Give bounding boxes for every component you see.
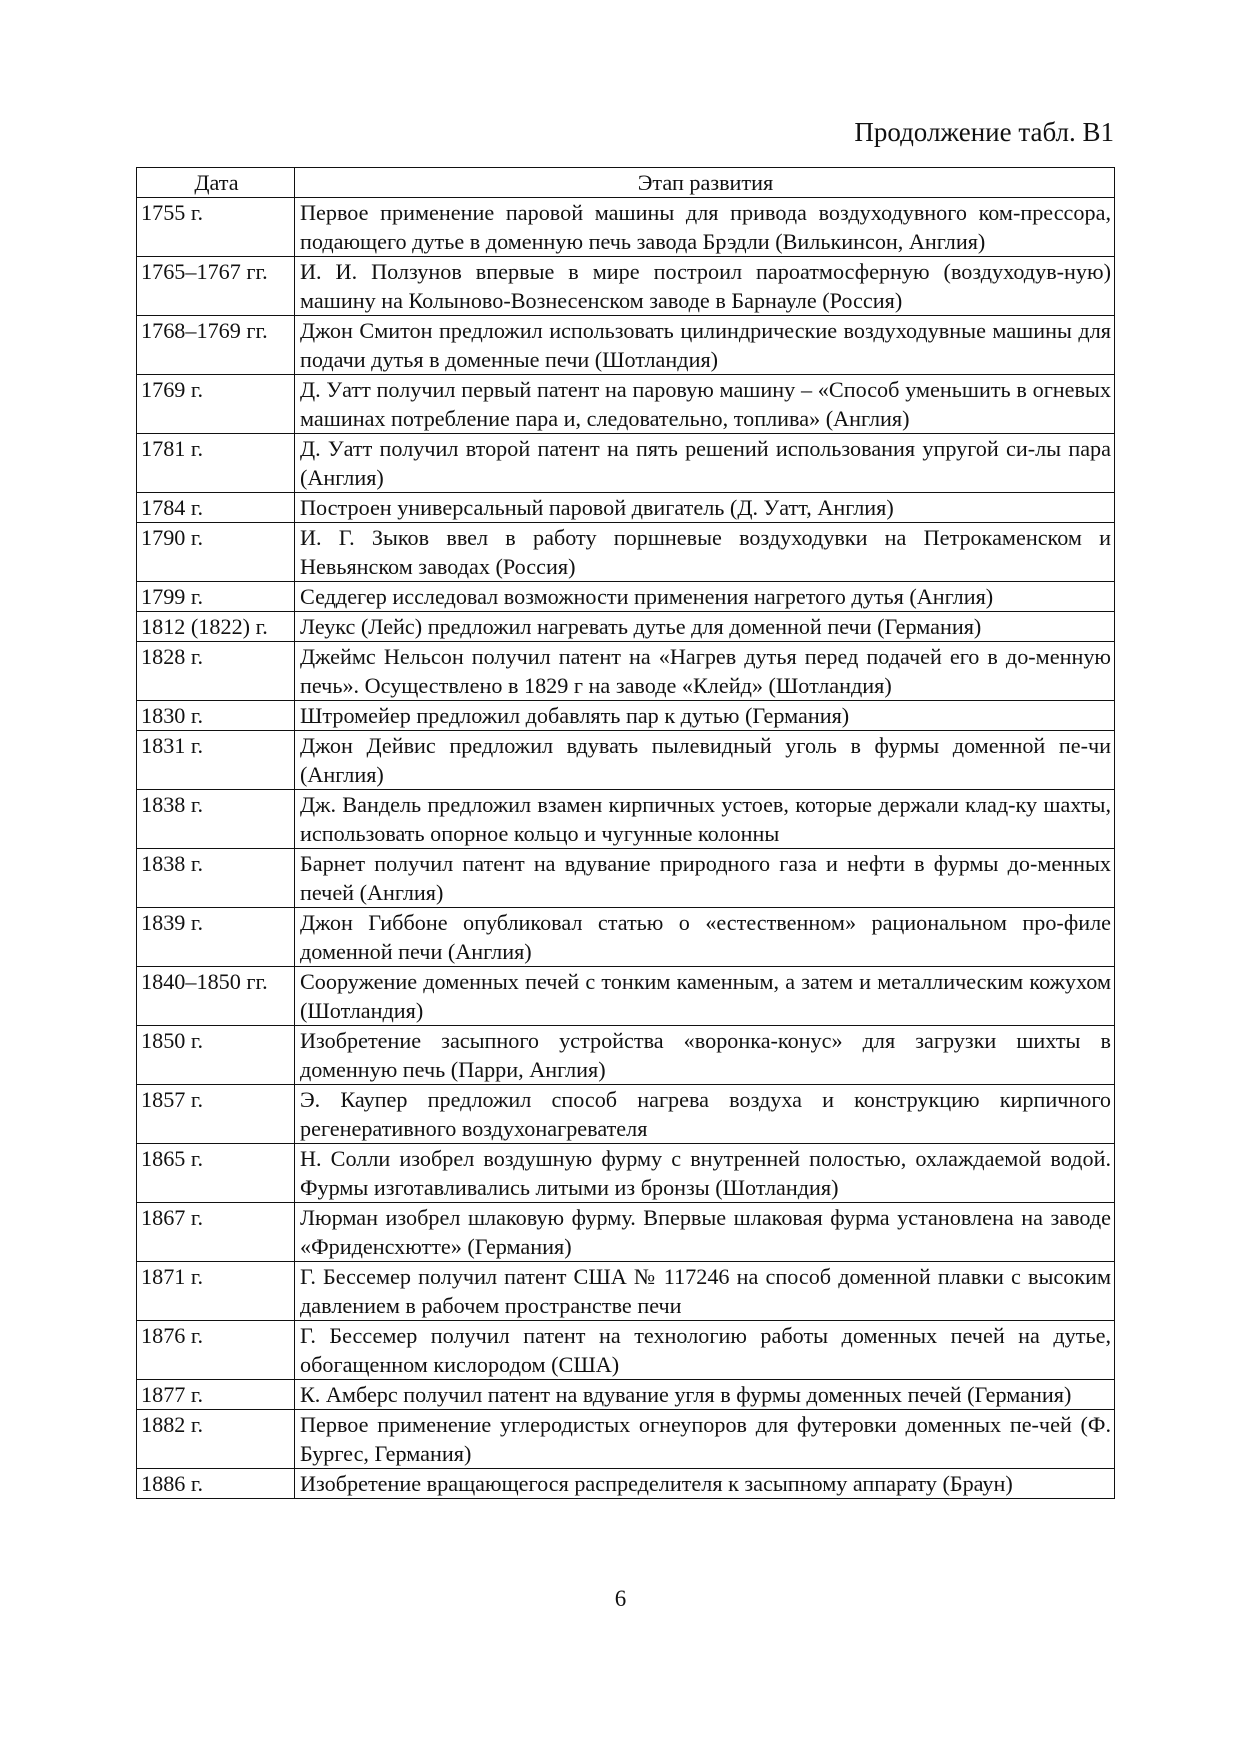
date-cell: 1828 г. — [137, 642, 295, 701]
stage-cell: Д. Уатт получил первый патент на паровую машину – «Способ уменьшить в огневых машинах потребление пара и, следовательно, топлива» (Англия) — [295, 375, 1115, 434]
stage-cell: Люрман изобрел шлаковую фурму. Впервые шлаковая фурма установлена на заводе «Фриденсхютте» (Германия) — [295, 1203, 1115, 1262]
stage-cell: И. Г. Зыков ввел в работу поршневые воздуходувки на Петрокаменском и Невьянском заводах (Россия) — [295, 523, 1115, 582]
table-row — [137, 1380, 1115, 1410]
stage-cell: Джон Гиббоне опубликовал статью о «естественном» рациональном про-филе доменной печи (Англия) — [295, 908, 1115, 967]
table-row — [137, 908, 1115, 967]
table-row — [137, 1144, 1115, 1203]
date-cell: 1857 г. — [137, 1085, 295, 1144]
table-row — [137, 1085, 1115, 1144]
table-row — [137, 731, 1115, 790]
table-row — [137, 642, 1115, 701]
table-row — [137, 1321, 1115, 1380]
date-cell: 1871 г. — [137, 1262, 295, 1321]
date-cell: 1886 г. — [137, 1469, 295, 1499]
stage-cell: Изобретение вращающегося распределителя к засыпному аппарату (Браун) — [295, 1469, 1115, 1499]
stage-cell: Первое применение углеродистых огнеупоров для футеровки доменных пе-чей (Ф. Бургес, Германия) — [295, 1410, 1115, 1469]
stage-cell: Э. Каупер предложил способ нагрева воздуха и конструкцию кирпичного регенеративного воздухонагревателя — [295, 1085, 1115, 1144]
stage-cell: Построен универсальный паровой двигатель (Д. Уатт, Англия) — [295, 493, 1115, 523]
table-row — [137, 849, 1115, 908]
date-cell: 1768–1769 гг. — [137, 316, 295, 375]
date-cell: 1799 г. — [137, 582, 295, 612]
table-row — [137, 434, 1115, 493]
date-cell: 1812 (1822) г. — [137, 612, 295, 642]
table-row — [137, 1262, 1115, 1321]
stage-cell: Г. Бессемер получил патент на технологию работы доменных печей на дутье, обогащенном кислородом (США) — [295, 1321, 1115, 1380]
table-body — [137, 198, 1115, 1499]
page-number: 6 — [614, 1586, 627, 1611]
date-cell: 1769 г. — [137, 375, 295, 434]
table-row — [137, 493, 1115, 523]
stage-cell: Первое применение паровой машины для привода воздуходувного ком-прессора, подающего дутье в доменную печь завода Брэдли (Вилькинсон, Англия) — [295, 198, 1115, 257]
table-row — [137, 375, 1115, 434]
stage-cell: Джон Смитон предложил использовать цилиндрические воздуходувные машины для подачи дутья в доменные печи (Шотландия) — [295, 316, 1115, 375]
table-row — [137, 198, 1115, 257]
date-cell: 1831 г. — [137, 731, 295, 790]
table-row — [137, 1203, 1115, 1262]
table-row — [137, 523, 1115, 582]
header-date: Дата — [137, 168, 295, 198]
date-cell: 1839 г. — [137, 908, 295, 967]
table-row — [137, 612, 1115, 642]
date-cell: 1877 г. — [137, 1380, 295, 1410]
date-cell: 1755 г. — [137, 198, 295, 257]
table-row — [137, 790, 1115, 849]
stage-cell: Штромейер предложил добавлять пар к дутью (Германия) — [295, 701, 1115, 731]
date-cell: 1838 г. — [137, 790, 295, 849]
date-cell: 1830 г. — [137, 701, 295, 731]
stage-cell: Н. Солли изобрел воздушную фурму с внутренней полостью, охлаждаемой водой. Фурмы изготавливались литыми из бронзы (Шотландия) — [295, 1144, 1115, 1203]
stage-cell: Барнет получил патент на вдувание природного газа и нефти в фурмы до-менных печей (Англия) — [295, 849, 1115, 908]
date-cell: 1882 г. — [137, 1410, 295, 1469]
table-row — [137, 1026, 1115, 1085]
stage-cell: К. Амберс получил патент на вдувание угля в фурмы доменных печей (Германия) — [295, 1380, 1115, 1410]
date-cell: 1867 г. — [137, 1203, 295, 1262]
date-cell: 1876 г. — [137, 1321, 295, 1380]
stage-cell: Изобретение засыпного устройства «воронка-конус» для загрузки шихты в доменную печь (Парри, Англия) — [295, 1026, 1115, 1085]
table-header-row — [137, 168, 1115, 198]
date-cell: 1865 г. — [137, 1144, 295, 1203]
stage-cell: Д. Уатт получил второй патент на пять решений использования упругой си-лы пара (Англия) — [295, 434, 1115, 493]
stage-cell: Седдегер исследовал возможности применения нагретого дутья (Англия) — [295, 582, 1115, 612]
header-stage: Этап развития — [295, 168, 1115, 198]
stage-cell: Леукс (Лейс) предложил нагревать дутье для доменной печи (Германия) — [295, 612, 1115, 642]
stage-cell: И. И. Ползунов впервые в мире построил пароатмосферную (воздуходув-ную) машину на Колыново-Вознесенском заводе в Барнауле (Россия) — [295, 257, 1115, 316]
table-row — [137, 701, 1115, 731]
date-cell: 1784 г. — [137, 493, 295, 523]
stage-cell: Г. Бессемер получил патент США № 117246 на способ доменной плавки с высоким давлением в рабочем пространстве печи — [295, 1262, 1115, 1321]
table-row — [137, 582, 1115, 612]
date-cell: 1781 г. — [137, 434, 295, 493]
stage-cell: Сооружение доменных печей с тонким каменным, а затем и металлическим кожухом (Шотландия) — [295, 967, 1115, 1026]
date-cell: 1838 г. — [137, 849, 295, 908]
date-cell: 1850 г. — [137, 1026, 295, 1085]
stage-cell: Джеймс Нельсон получил патент на «Нагрев дутья перед подачей его в до-менную печь». Осуществлено в 1829 г на заводе «Клейд» (Шотландия) — [295, 642, 1115, 701]
date-cell: 1790 г. — [137, 523, 295, 582]
stage-cell: Дж. Вандель предложил взамен кирпичных устоев, которые держали клад-ку шахты, использовать опорное кольцо и чугунные колонны — [295, 790, 1115, 849]
date-cell: 1765–1767 гг. — [137, 257, 295, 316]
table-row — [137, 967, 1115, 1026]
table-caption: Продолжение табл. В1 — [854, 117, 1114, 147]
table-row — [137, 316, 1115, 375]
date-cell: 1840–1850 гг. — [137, 967, 295, 1026]
table-row — [137, 257, 1115, 316]
stage-cell: Джон Дейвис предложил вдувать пылевидный уголь в фурмы доменной пе-чи (Англия) — [295, 731, 1115, 790]
history-table-container — [136, 167, 1114, 1499]
history-table — [136, 167, 1115, 1499]
table-row — [137, 1469, 1115, 1499]
table-row — [137, 1410, 1115, 1469]
